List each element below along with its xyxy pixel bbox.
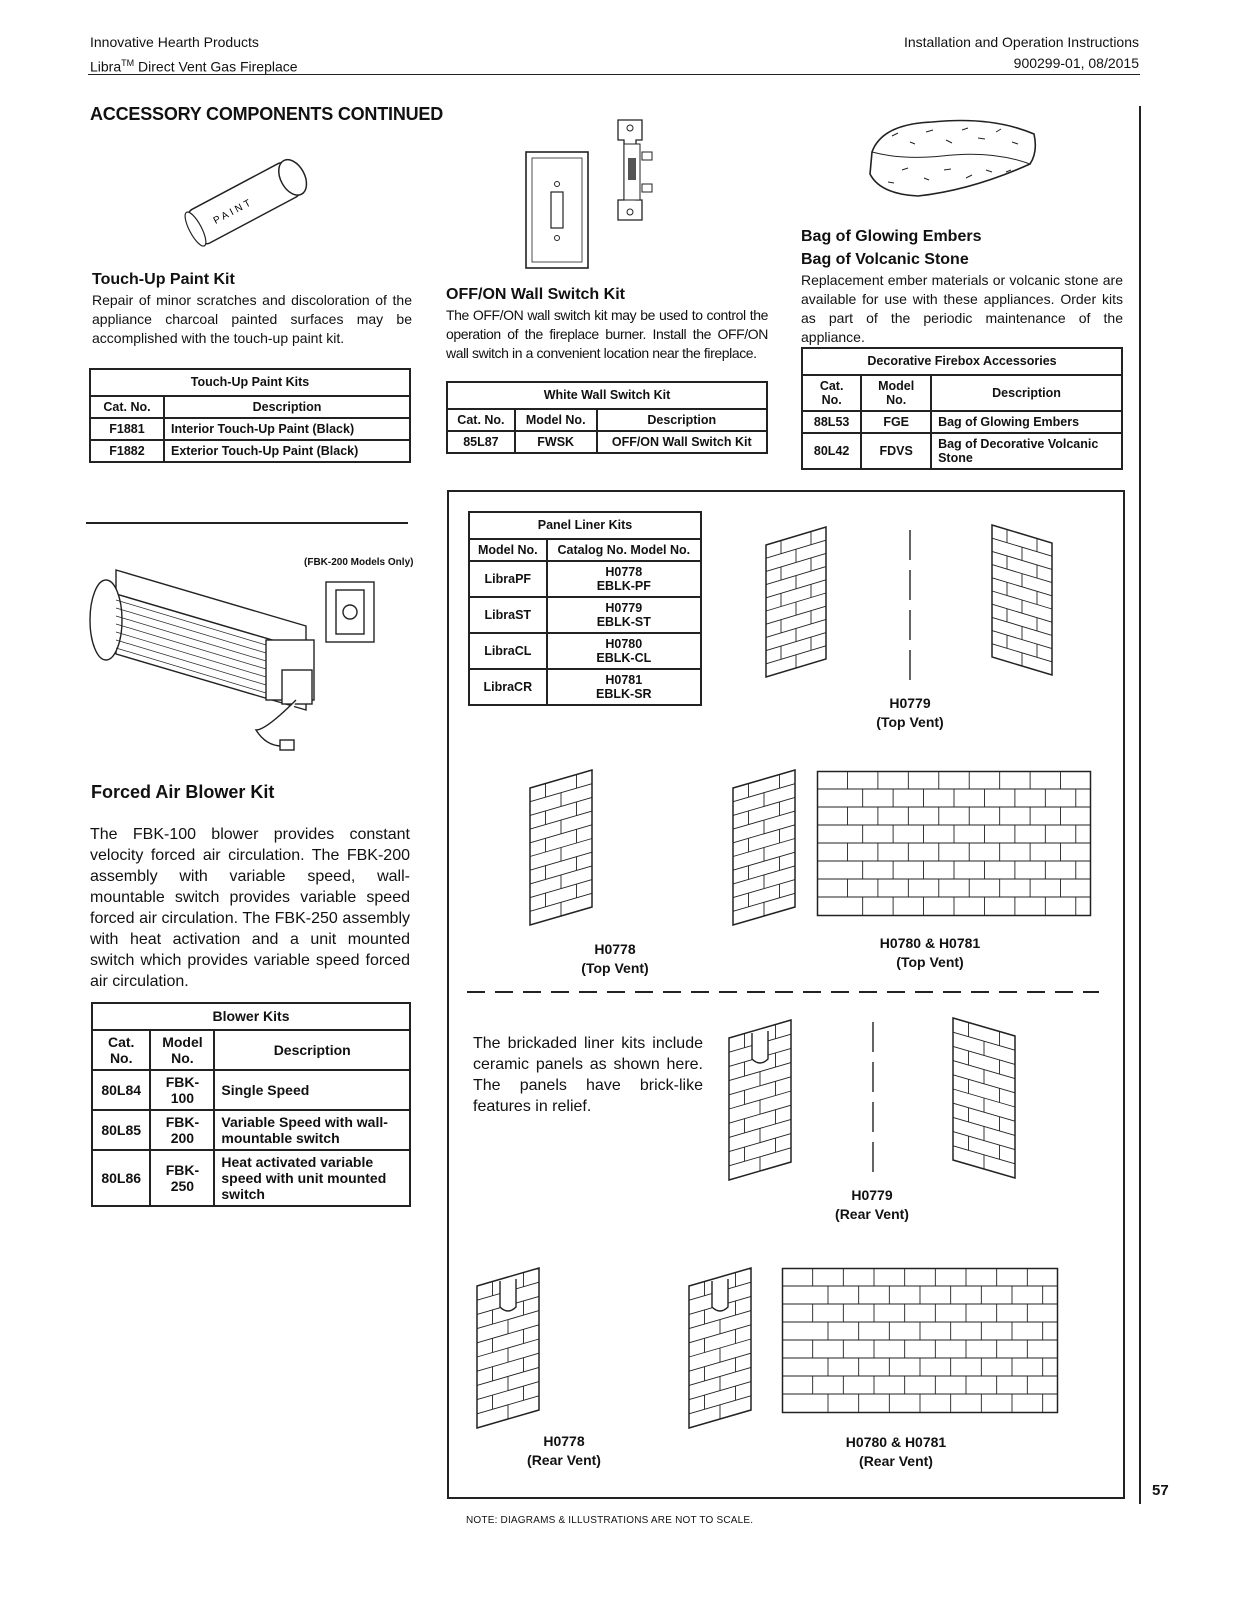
product-name: Libra™ Direct Vent Gas Fireplace [90,58,298,75]
footer-note: NOTE: DIAGRAMS & ILLUSTRATIONS ARE NOT TO SCALE. [466,1515,754,1526]
caption-h0778-rear: H0778 (Rear Vent) [527,1433,601,1468]
panel-h0778-rear [477,1268,539,1428]
panel-h0779-top-left [766,527,826,677]
blower-section-rule [86,522,408,524]
table-row: 80L84 FBK-100 Single Speed [92,1070,410,1110]
embers-title-1: Bag of Glowing Embers [801,228,982,245]
liner-desc: The brickaded liner kits include ceramic panels as shown here. The panels have brick-like features in relief. [473,1035,703,1115]
table-row: LibraCR H0781 EBLK-SR [469,669,701,705]
table-row: F1881 Interior Touch-Up Paint (Black) [90,418,410,440]
top-rear-vent-divider [467,990,1099,994]
table-row: F1882 Exterior Touch-Up Paint (Black) [90,440,410,462]
col-header: Cat. No. [802,375,861,411]
embers-desc: Replacement ember materials or volcanic stone are available for use with these appliances. Order kits as part of the periodic maintenance of the appliance. [801,272,1123,345]
table-row: 88L53 FGE Bag of Glowing Embers [802,411,1122,433]
table-row: 80L86 FBK-250 Heat activated variable speed with unit mounted switch [92,1150,410,1206]
col-header: Model No. [150,1030,214,1070]
panel-h0779-top-divider [908,530,912,680]
doc-title: Installation and Operation Instructions [903,34,1139,50]
col-header: Description [214,1030,410,1070]
col-header: Model No. [515,409,597,431]
table-caption: Decorative Firebox Accessories [802,348,1122,375]
col-header: Cat. No. [90,396,164,418]
blower-kit-table [91,1002,411,1207]
blower-kit-title: Forced Air Blower Kit [91,782,275,802]
panel-h0779-rear-divider [871,1022,875,1172]
table-row: 80L85 FBK-200 Variable Speed with wall-mountable switch [92,1110,410,1150]
ember-bag-illustration [862,112,1042,202]
col-header: Model No. [469,539,547,561]
panel-h0780-rear-back [782,1268,1058,1413]
page-number: 57 [1152,1482,1169,1499]
table-row: LibraPF H0778 EBLK-PF [469,561,701,597]
table-caption: Panel Liner Kits [469,512,701,539]
panel-h0778-top [530,770,592,925]
col-header: Description [164,396,410,418]
paint-kit-desc: Repair of minor scratches and discoloration of the appliance charcoal painted surfaces may be accomplished with the touch-up paint kit. [92,292,412,346]
wall-switch-illustration [518,114,668,274]
col-header: Cat. No. [447,409,515,431]
caption-h0780-top: H0780 & H0781 (Top Vent) [879,935,981,970]
panel-h0779-top-right [992,525,1052,675]
panel-h0780-rear-side [689,1268,751,1428]
header-right [904,32,1139,74]
caption-h0778-top: H0778 (Top Vent) [581,941,649,976]
paint-can-illustration [178,160,318,240]
panel-h0779-rear-right [953,1018,1015,1178]
embers-title-2: Bag of Volcanic Stone [801,251,969,268]
col-header: Model No. [861,375,931,411]
caption-h0780-rear: H0780 & H0781 (Rear Vent) [845,1434,947,1469]
caption-h0779-rear: H0779 (Rear Vent) [835,1187,909,1222]
paint-kit-table [89,368,411,463]
panel-h0779-rear-left [729,1020,791,1180]
switch-kit-desc: The OFF/ON wall switch kit may be used to control the operation of the fireplace burner. Install the OFF/ON wall switch in a convenient location near the fireplace. [446,307,768,361]
col-header: Description [597,409,767,431]
table-caption: White Wall Switch Kit [447,382,767,409]
table-row: LibraCL H0780 EBLK-CL [469,633,701,669]
table-caption: Blower Kits [92,1003,410,1030]
table-row: 80L42 FDVS Bag of Decorative Volcanic Stone [802,433,1122,469]
panel-h0780-top-back [817,771,1091,916]
section-title: ACCESSORY COMPONENTS CONTINUED [90,104,444,124]
switch-kit-table [446,381,768,454]
table-row: LibraST H0779 EBLK-ST [469,597,701,633]
header-rule [88,74,1140,75]
firebox-accessories-table [801,347,1123,470]
panel-liner-table [468,511,702,706]
paint-kit-title: Touch-Up Paint Kit [92,271,235,288]
blower-note: (FBK-200 Models Only) [304,557,414,568]
col-header: Cat. No. [92,1030,150,1070]
col-header: Catalog No. Model No. [547,539,701,561]
doc-code: 900299-01, 08/2015 [1013,55,1139,71]
caption-h0779-top: H0779 (Top Vent) [876,695,944,730]
table-row: 85L87 FWSK OFF/ON Wall Switch Kit [447,431,767,453]
company-name: Innovative Hearth Products [90,34,259,50]
panel-h0780-top-side [733,770,795,925]
right-margin-rule [1139,106,1141,1504]
switch-kit-title: OFF/ON Wall Switch Kit [446,286,625,303]
blower-kit-desc: The FBK-100 blower provides constant velocity forced air circulation. The FBK-200 assembly with variable speed, wall-mountable switch provides variable speed forced air circulation. The FBK-250 assembly with heat activation and a unit mounted switch which provides variable speed forced air circulation. [90,826,410,990]
table-caption: Touch-Up Paint Kits [90,369,410,396]
blower-illustration [86,560,386,760]
paint-label: PAINT [211,196,256,227]
header-left [90,32,298,78]
col-header: Description [931,375,1122,411]
